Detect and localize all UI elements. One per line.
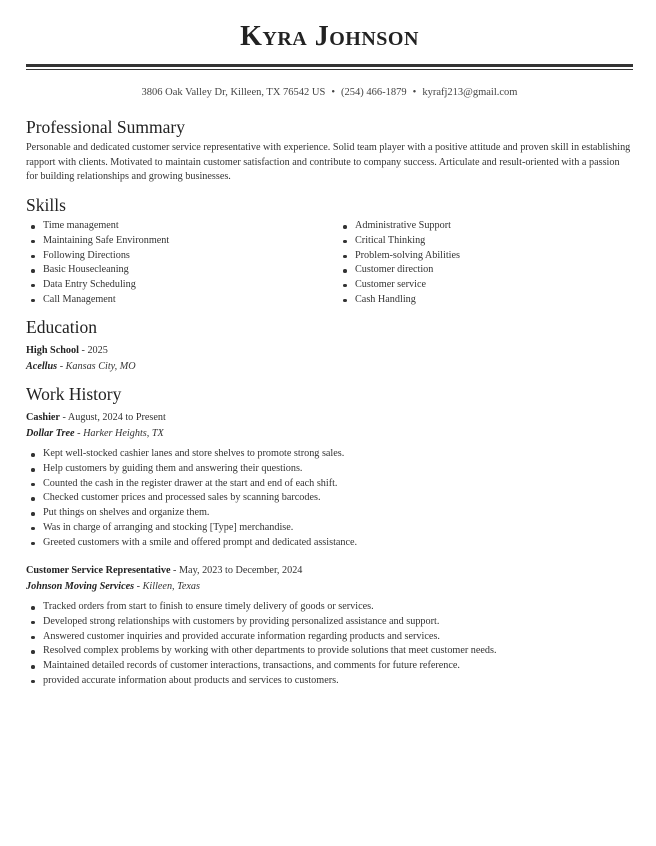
header-rule-thick: [26, 64, 633, 67]
job-entry: [26, 563, 633, 688]
job-location: Harker Heights, TX: [83, 427, 164, 439]
skill-item: Customer direction: [338, 263, 633, 278]
summary-text: Personable and dedicated customer service representative with experience. Solid team player with a positive attitude and proven skill in establishing rapport with clients. Motivated to maintain customer satisfaction and contribute to company success. Articulate and result-oriented with a passion for building relationships and growing businesses.: [26, 142, 631, 183]
job-bullet: Kept well-stocked cashier lanes and store shelves to promote strong sales.: [26, 447, 633, 462]
summary-heading: Professional Summary: [26, 117, 185, 137]
contact-email: kyrafj213@gmail.com: [422, 87, 518, 98]
skill-item: Following Directions: [26, 249, 321, 264]
job-dash: -: [170, 565, 179, 577]
skills-list: [26, 219, 633, 307]
contact-separator: •: [412, 87, 417, 98]
job-bullet: Put things on shelves and organize them.: [26, 506, 633, 521]
skill-item: Critical Thinking: [338, 234, 633, 249]
header-rule-thin: [26, 69, 633, 70]
skills-column-right: [338, 219, 633, 307]
job-company-line: [26, 579, 633, 595]
skills-heading: Skills: [26, 195, 66, 216]
skill-item: Problem-solving Abilities: [338, 249, 633, 264]
job-bullet: Resolved complex problems by working with other departments to provide solutions that meet customer needs.: [26, 644, 633, 659]
job-bullet: Developed strong relationships with customers by providing personalized assistance and support.: [26, 615, 633, 630]
contact-address: 3806 Oak Valley Dr, Killeen, TX 76542 US: [141, 87, 326, 98]
job-location: Killeen, Texas: [142, 580, 200, 592]
skill-item: Time management: [26, 219, 321, 234]
job-company-line: [26, 426, 633, 442]
skill-item: Basic Housecleaning: [26, 263, 321, 278]
job-bullet: Tracked orders from start to finish to ensure timely delivery of goods or services.: [26, 600, 633, 615]
skill-item: Customer service: [338, 278, 633, 293]
job-dash: -: [59, 412, 68, 424]
work-history-heading: Work History: [26, 384, 122, 405]
job-bullets: [26, 600, 633, 688]
job-title-line: [26, 563, 633, 579]
job-bullets: [26, 447, 633, 550]
education-dash: -: [57, 360, 66, 372]
job-title-line: [26, 410, 633, 426]
candidate-name: Kyra Johnson: [240, 21, 419, 52]
job-bullet: Was in charge of arranging and stocking [Type] merchandise.: [26, 521, 633, 536]
education-degree: High School: [26, 345, 79, 357]
education-degree-line: [26, 343, 633, 359]
job-bullet: provided accurate information about products and services to customers.: [26, 674, 633, 689]
job-bullet: Checked customer prices and processed sales by scanning barcodes.: [26, 491, 633, 506]
skill-item: Administrative Support: [338, 219, 633, 234]
job-dates: August, 2024 to Present: [67, 412, 166, 424]
job-company: Dollar Tree: [26, 427, 75, 439]
education-school-line: [26, 359, 633, 375]
job-bullet: Counted the cash in the register drawer at the start and end of each shift.: [26, 477, 633, 492]
job-bullet: Help customers by guiding them and answering their questions.: [26, 462, 633, 477]
job-bullet: Greeted customers with a smile and offered prompt and dedicated assistance.: [26, 536, 633, 551]
skill-item: Cash Handling: [338, 293, 633, 308]
job-role: Cashier: [26, 412, 60, 424]
education-dash: -: [78, 345, 88, 357]
job-entry: [26, 410, 633, 550]
job-dash: -: [134, 580, 143, 592]
job-dash: -: [74, 427, 84, 439]
job-company: Johnson Moving Services: [26, 580, 135, 592]
skill-item: Data Entry Scheduling: [26, 278, 321, 293]
job-role: Customer Service Representative: [26, 565, 171, 577]
education-location: Kansas City, MO: [65, 360, 136, 372]
contact-phone: (254) 466-1879: [341, 87, 407, 98]
job-bullet: Answered customer inquiries and provided accurate information regarding products and services.: [26, 630, 633, 645]
skills-column-left: [26, 219, 321, 307]
education-heading: Education: [26, 317, 97, 338]
education-year: 2025: [87, 345, 108, 357]
contact-line: [26, 86, 633, 100]
skill-item: Call Management: [26, 293, 321, 308]
job-bullet: Maintained detailed records of customer interactions, transactions, and comments for future reference.: [26, 659, 633, 674]
resume-page: [26, 0, 633, 688]
education-school: Acellus: [26, 360, 58, 372]
job-dates: May, 2023 to December, 2024: [178, 565, 303, 577]
skill-item: Maintaining Safe Environment: [26, 234, 321, 249]
contact-separator: •: [331, 87, 336, 98]
